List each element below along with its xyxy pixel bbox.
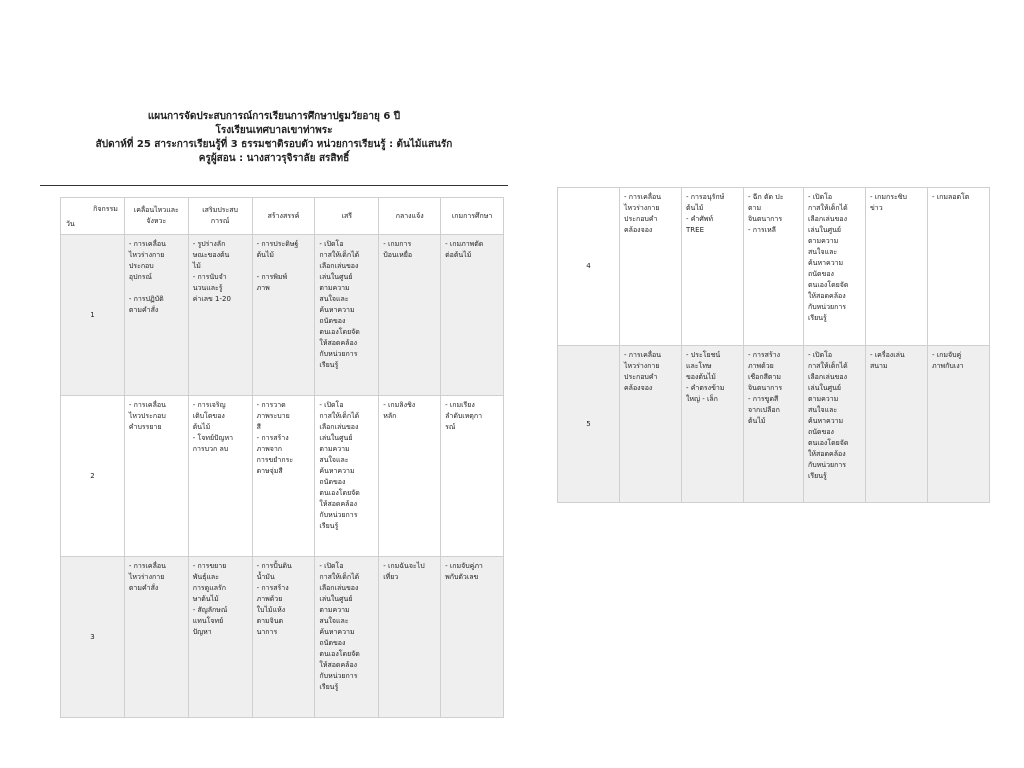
title-line-2: โรงเรียนเทศบาลเขาท่าพระ — [215, 125, 333, 136]
header-educational-game: เกมการศึกษา — [441, 198, 504, 235]
day-cell: 3 — [61, 557, 125, 718]
movement-cell: - การเคลื่อน ไหวร่างกาย ประกอบคำ คล้องจอง — [620, 346, 682, 503]
outdoor-cell: - เกมกระซิบ ข่าว — [866, 188, 928, 346]
movement-cell: - การเคลื่อน ไหวร่างกาย ประกอบคำ คล้องจอง — [620, 188, 682, 346]
outdoor-cell: - เกมฉันจะไป เที่ยว — [379, 557, 441, 718]
outdoor-cell: - เครื่องเล่น สนาม — [866, 346, 928, 503]
table-row — [61, 235, 504, 396]
educational-game-cell: - เกมจับคู่ภา พกับตัวเลข — [441, 557, 504, 718]
creative-cell: - การสร้าง ภาพด้วย เชือกสีตาม จินตนาการ - การขูดสี จากเปลือก ต้นไม้ — [744, 346, 804, 503]
experience-cell: - รูปร่างลัก ษณะของต้น ไม้ - การนับจำ นวนและรู้ ค่าเลข 1-20 — [188, 235, 252, 396]
creative-cell: - ฉีก ตัด ปะ ตาม จินตนาการ - การเหลี — [744, 188, 804, 346]
day-cell: 2 — [61, 396, 125, 557]
title-line-3: สัปดาห์ที่ 25 สาระการเรียนรู้ที่ 3 ธรรมชาติรอบตัว หน่วยการเรียนรู้ : ต้นไม้แสนรัก — [95, 139, 453, 150]
free-play-cell: - เปิดโอ กาสให้เด็กได้ เลือกเล่นของ เล่นในศูนย์ ตามความ สนใจและ ค้นหาความ ถนัดของ ตนเองโดยจัด ให้สอดคล้อง กับหน่วยการ เรียนรู้ — [315, 557, 379, 718]
header-divider — [40, 185, 508, 186]
lesson-plan-table-part-1 — [60, 197, 504, 718]
outdoor-cell: - เกมการ ป้อนเหยื่อ — [379, 235, 441, 396]
day-cell: 5 — [558, 346, 620, 503]
free-play-cell: - เปิดโอ กาสให้เด็กได้ เลือกเล่นของ เล่นในศูนย์ ตามความ สนใจและ ค้นหาความ ถนัดของ ตนเองโดยจัด ให้สอดคล้อง กับหน่วยการ เรียนรู้ — [315, 396, 379, 557]
day-cell: 4 — [558, 188, 620, 346]
outdoor-cell: - เกมลิงชิง หลัก — [379, 396, 441, 557]
experience-cell: - การเจริญ เติบโตของ ต้นไม้ - โจทย์ปัญหา การบวก ลบ — [188, 396, 252, 557]
free-play-cell: - เปิดโอ กาสให้เด็กได้ เลือกเล่นของ เล่นในศูนย์ ตามความ สนใจและ ค้นหาความ ถนัดของ ตนเองโดยจัด ให้สอดคล้อง กับหน่วยการ เรียนรู้ — [804, 346, 866, 503]
header-experience: เสริมประสบ การณ์ — [188, 198, 252, 235]
creative-cell: - การปั้นดิน น้ำมัน - การสร้าง ภาพด้วย ใบไม้แห้ง ตามจินต นาการ — [252, 557, 315, 718]
experience-cell: - การขยาย พันธุ์และ การดูแลรัก ษาต้นไม้ - สัญลักษณ์ แทนโจทย์ ปัญหา — [188, 557, 252, 718]
title-line-1: แผนการจัดประสบการณ์การเรียนการศึกษาปฐมวัยอายุ 6 ปี — [147, 111, 401, 122]
movement-cell: - การเคลื่อน ไหวประกอบ คำบรรยาย — [124, 396, 188, 557]
educational-game-cell: - เกมลอตโต — [928, 188, 990, 346]
header-free-play: เสรี — [315, 198, 379, 235]
day-cell: 1 — [61, 235, 125, 396]
table-row — [558, 188, 990, 346]
header-creative: สร้างสรรค์ — [252, 198, 315, 235]
document-header — [40, 110, 508, 166]
title-line-4: ครูผู้สอน : นางสาวรุจิราลัย สรสิทธิ์ — [198, 153, 350, 164]
free-play-cell: - เปิดโอ กาสให้เด็กได้ เลือกเล่นของ เล่นในศูนย์ ตามความ สนใจและ ค้นหาความ ถนัดของ ตนเองโดยจัด ให้สอดคล้อง กับหน่วยการ เรียนรู้ — [315, 235, 379, 396]
free-play-cell: - เปิดโอ กาสให้เด็กได้ เลือกเล่นของ เล่นในศูนย์ ตามความ สนใจและ ค้นหาความ ถนัดของ ตนเองโดยจัด ให้สอดคล้อง กับหน่วยการ เรียนรู้ — [804, 188, 866, 346]
educational-game-cell: - เกมภาพตัด ต่อต้นไม้ — [441, 235, 504, 396]
header-day-label: วัน — [66, 220, 75, 228]
header-corner — [61, 198, 125, 235]
experience-cell: - การอนุรักษ์ ต้นไม้ - คำศัพท์ TREE — [682, 188, 744, 346]
table-row — [61, 557, 504, 718]
lesson-plan-table-part-2 — [557, 187, 990, 503]
header-movement: เคลื่อนไหวและ จังหวะ — [124, 198, 188, 235]
table-row — [558, 346, 990, 503]
educational-game-cell: - เกมเรียง ลำดับเหตุกา รณ์ — [441, 396, 504, 557]
creative-cell: - การวาด ภาพระบาย สี - การสร้าง ภาพจาก การขยำกระ ดาษจุ่มสี — [252, 396, 315, 557]
header-activity-label: กิจกรรม — [93, 205, 118, 213]
movement-cell: - การเคลื่อน ไหวร่างกาย ตามคำสั่ง — [124, 557, 188, 718]
table-row — [61, 396, 504, 557]
educational-game-cell: - เกมจับคู่ ภาพกับเงา — [928, 346, 990, 503]
experience-cell: - ประโยชน์ และโทษ ของต้นไม้ - คำตรงข้าม ใหญ่ - เล็ก — [682, 346, 744, 503]
header-outdoor: กลางแจ้ง — [379, 198, 441, 235]
creative-cell: - การประดิษฐ์ ต้นไม้ - การพิมพ์ ภาพ — [252, 235, 315, 396]
movement-cell: - การเคลื่อน ไหวร่างกาย ประกอบ อุปกรณ์ - การปฏิบัติ ตามคำสั่ง — [124, 235, 188, 396]
